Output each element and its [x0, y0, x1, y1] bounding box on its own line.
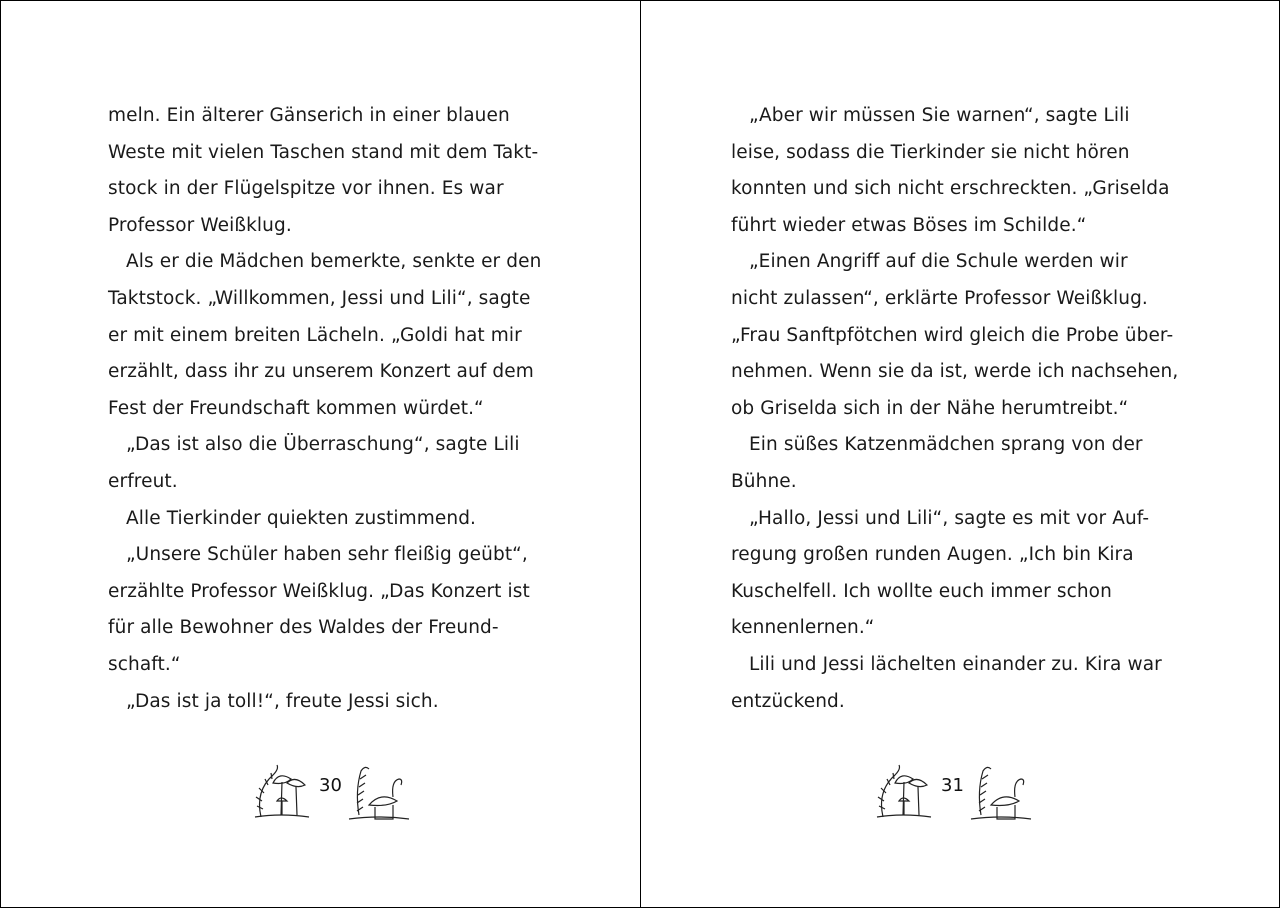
mushroom-house-icon	[969, 761, 1033, 825]
text-line: Alle Tierkinder quiekten zustimmend.	[126, 507, 477, 529]
text-line: konnten und sich nicht erschreckten. „Griselda	[731, 178, 1170, 200]
text-line: Ein süßes Katzenmädchen sprang von der	[749, 434, 1143, 456]
page-divider	[640, 1, 641, 907]
text-line: Fest der Freundschaft kommen würdet.“	[108, 397, 484, 419]
text-line: „Hallo, Jessi und Lili“, sagte es mit vor Auf-	[749, 507, 1150, 529]
text-line: regung großen runden Augen. „Ich bin Kira	[731, 544, 1134, 566]
text-line: kennenlernen.“	[731, 617, 875, 639]
text-line: leise, sodass die Tierkinder sie nicht hören	[731, 141, 1130, 163]
text-line: Taktstock. „Willkommen, Jessi und Lili“, sagte	[108, 287, 531, 309]
fern-mushroom-icon	[251, 761, 311, 825]
text-line: erzählte Professor Weißklug. „Das Konzert ist	[108, 580, 530, 602]
text-line: „Das ist also die Überraschung“, sagte Lili	[126, 434, 520, 456]
text-line: „Aber wir müssen Sie warnen“, sagte Lili	[749, 105, 1130, 126]
text-line: erzählt, dass ihr zu unserem Konzert auf dem	[108, 361, 534, 383]
text-line: Weste mit vielen Taschen stand mit dem Takt-	[108, 141, 539, 163]
left-page-footer	[251, 761, 411, 825]
text-line: ob Griselda sich in der Nähe herumtreibt.“	[731, 397, 1129, 419]
page-number-right: 31	[941, 775, 964, 796]
right-page-footer	[873, 761, 1033, 825]
text-line: Professor Weißklug.	[108, 214, 292, 236]
text-line: für alle Bewohner des Waldes der Freund-	[108, 617, 499, 639]
text-line: entzückend.	[731, 690, 845, 712]
text-line: führt wieder etwas Böses im Schilde.“	[731, 214, 1087, 236]
text-line: meln. Ein älterer Gänserich in einer blauen	[108, 105, 510, 126]
fern-mushroom-icon	[873, 761, 933, 825]
text-line: Bühne.	[731, 470, 797, 492]
text-line: Als er die Mädchen bemerkte, senkte er den	[126, 251, 542, 273]
text-line: Kuschelfell. Ich wollte euch immer schon	[731, 580, 1112, 602]
text-line: schaft.“	[108, 653, 181, 675]
right-page-text	[731, 98, 1191, 720]
text-line: „Das ist ja toll!“, freute Jessi sich.	[126, 690, 439, 712]
mushroom-house-icon	[347, 761, 411, 825]
text-line: nicht zulassen“, erklärte Professor Weißklug.	[731, 287, 1148, 309]
left-page-text	[108, 98, 568, 720]
text-line: er mit einem breiten Lächeln. „Goldi hat mir	[108, 324, 522, 346]
text-line: nehmen. Wenn sie da ist, werde ich nachsehen,	[731, 361, 1179, 383]
text-line: „Frau Sanftpfötchen wird gleich die Probe über-	[731, 324, 1174, 346]
text-line: stock in der Flügelspitze vor ihnen. Es war	[108, 178, 504, 200]
text-line: Lili und Jessi lächelten einander zu. Kira war	[749, 653, 1162, 675]
page-number-left: 30	[319, 775, 342, 796]
text-line: erfreut.	[108, 470, 178, 492]
text-line: „Unsere Schüler haben sehr fleißig geübt“,	[126, 544, 528, 566]
text-line: „Einen Angriff auf die Schule werden wir	[749, 251, 1128, 273]
